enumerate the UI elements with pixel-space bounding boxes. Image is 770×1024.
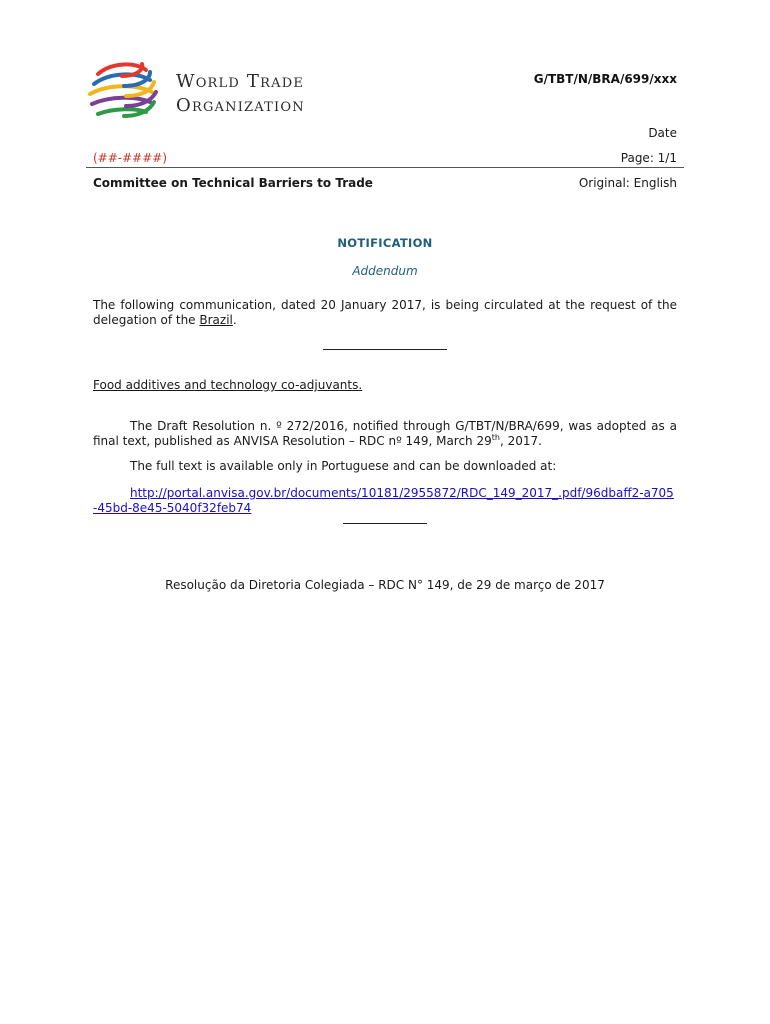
document-symbol: G/TBT/N/BRA/699/xxx [533, 72, 677, 86]
download-paragraph [93, 486, 677, 516]
country-name: Brazil [199, 313, 233, 327]
adoption-text: The Draft Resolution n. º 272/2016, notified through G/TBT/N/BRA/699, was adopted as a final text, published as ANVISA Resolution – RDC nº 149, March 29 [93, 419, 677, 448]
resolution-title: Resolução da Diretoria Colegiada – RDC N° 149, de 29 de março de 2017 [165, 578, 605, 592]
header-divider [86, 167, 684, 168]
wto-wordmark [176, 70, 305, 118]
org-name-line2: Organization [176, 95, 305, 116]
date-label: Date [648, 126, 677, 140]
section-separator [323, 349, 447, 350]
adoption-paragraph [93, 419, 677, 449]
ordinal-suffix: th [491, 433, 500, 442]
adoption-text-end: , 2017. [499, 434, 542, 448]
addendum-heading: Addendum [352, 264, 418, 278]
intro-text: The following communication, dated 20 January 2017, is being circulated at the request of the delegation of the [93, 298, 677, 327]
availability-paragraph: The full text is available only in Portuguese and can be downloaded at: [130, 459, 557, 473]
wto-logo [84, 56, 344, 132]
page-number: Page: 1/1 [620, 151, 677, 165]
intro-paragraph [93, 298, 677, 328]
original-language: Original: English [578, 176, 677, 190]
notification-heading: NOTIFICATION [337, 236, 433, 250]
intro-text-end: . [232, 313, 237, 327]
org-name-line1: World Trade [176, 71, 305, 92]
download-link[interactable]: http://portal.anvisa.gov.br/documents/10181/2955872/RDC_149_2017_.pdf/96dbaff2-a705-45bd-8e45-5040f32feb74 [93, 486, 674, 515]
end-separator [343, 523, 427, 524]
subject-line: Food additives and technology co-adjuvants. [93, 378, 363, 392]
committee-name: Committee on Technical Barriers to Trade [93, 176, 373, 190]
wto-emblem-icon [84, 56, 168, 132]
reference-code: (##-####) [93, 151, 168, 165]
